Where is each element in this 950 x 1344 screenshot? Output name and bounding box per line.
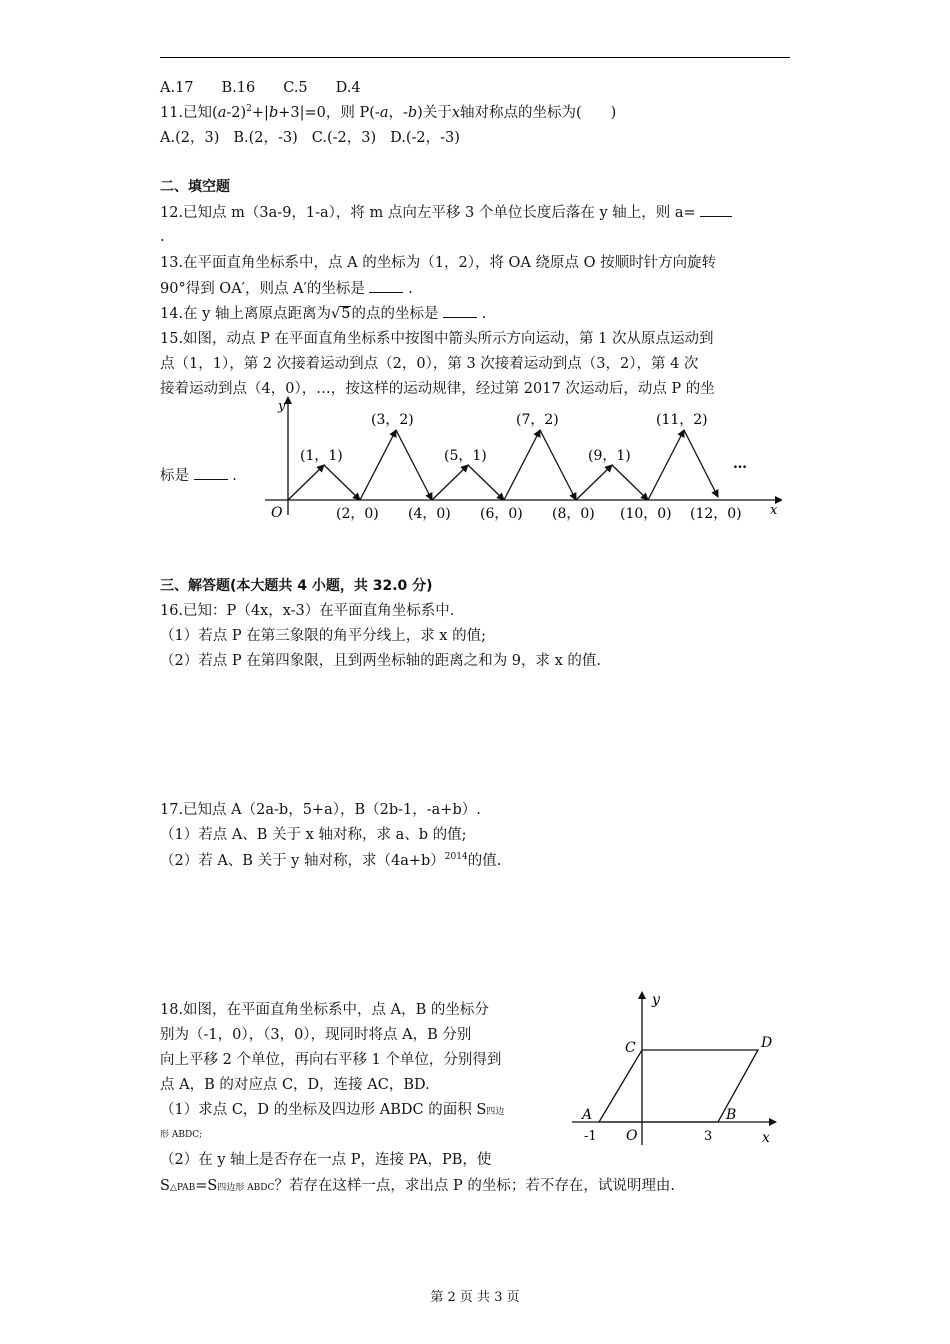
answer-blank[interactable] xyxy=(443,303,477,318)
q17-exponent: 2014 xyxy=(444,852,468,862)
point-label: (7，2) xyxy=(516,412,559,428)
q14-radicand: 5 xyxy=(341,306,351,322)
q16-line3: （2）若点 P 在第四象限，且到两坐标轴的距离之和为 9，求 x 的值. xyxy=(160,653,602,669)
path-segment xyxy=(288,465,324,500)
q12-text: 12.已知点 m（3a-9，1-a），将 m 点向左平移 3 个单位长度后落在 y 轴上，则 a= xyxy=(160,205,696,221)
q10-choice-c: C.5 xyxy=(283,80,308,96)
q18-line6: 形 ABDC; xyxy=(160,1130,203,1140)
origin-label: O xyxy=(271,505,283,521)
point-label: (10，0) xyxy=(620,506,672,522)
q11-text: ，- xyxy=(388,105,408,121)
path-segment xyxy=(612,465,648,500)
q15-line1: 15.如图，动点 P 在平面直角坐标系中按图中箭头所示方向运动，第 1 次从原点运动到 xyxy=(160,331,714,347)
q10-choice-b: B.16 xyxy=(221,80,256,96)
q13-line1: 13.在平面直角坐标系中，点 A 的坐标为（1，2），将 OA 绕原点 O 按顺时针方向旋转 xyxy=(160,255,717,271)
y-axis-label: y xyxy=(278,399,286,414)
path-segment xyxy=(468,465,504,500)
q12-line2: . xyxy=(160,229,165,245)
point-label: (1，1) xyxy=(300,448,343,464)
q11-text: +3|=0，则 P(- xyxy=(278,105,380,121)
q18-text: S xyxy=(160,1178,170,1194)
x-axis-label: x xyxy=(770,503,778,518)
point-b-label: B xyxy=(726,1107,737,1123)
q18-line8 xyxy=(160,1176,675,1198)
q11-stem xyxy=(160,103,616,125)
q16-line1: 16.已知：P（4x，x-3）在平面直角坐标系中. xyxy=(160,603,455,619)
q11-var: a xyxy=(379,105,389,121)
q14-end: . xyxy=(481,306,487,322)
q15-end: . xyxy=(232,468,237,484)
point-c-label: C xyxy=(625,1040,636,1056)
q11-text: 11.已知( xyxy=(160,105,218,121)
q18-line5 xyxy=(160,1100,504,1122)
q18-text: =S xyxy=(195,1178,218,1194)
q18-line2: 别为（-1，0），（3，0），现同时将点 A，B 分别 xyxy=(160,1027,472,1043)
answer-blank[interactable] xyxy=(700,202,732,217)
q13-line2 xyxy=(160,278,413,299)
q17-line2: （1）若点 A、B 关于 x 轴对称，求 a、b 的值; xyxy=(160,827,467,843)
point-label: (11，2) xyxy=(656,412,708,428)
q11-text: 轴对称点的坐标为( ) xyxy=(460,105,617,121)
q11-var: b xyxy=(407,105,418,121)
q18-text: ？若存在这样一点，求出点 P 的坐标；若不存在，试说明理由. xyxy=(274,1178,675,1194)
q14-line: 14.在 y 轴上离原点距离为√5的点的坐标是 . xyxy=(160,303,486,324)
q18-parallelogram-figure xyxy=(568,988,780,1148)
q11-choice-d: D.(-2，-3) xyxy=(390,130,460,146)
q10-choices xyxy=(160,78,389,98)
q15-zigzag-figure xyxy=(262,395,782,525)
point-label: (6，0) xyxy=(480,506,523,522)
path-segment xyxy=(360,430,396,500)
q14-text: 的点的坐标是 xyxy=(351,306,439,322)
section-title-solutions: 三、解答题(本大题共 4 小题，共 32.0 分) xyxy=(160,578,433,594)
q17-text: （2）若 A、B 关于 y 轴对称，求（4a+b） xyxy=(160,853,445,869)
q13-end: . xyxy=(408,281,413,297)
path-segment xyxy=(504,430,540,500)
q18-subscript: 四边 xyxy=(486,1107,505,1117)
point-label: (2，0) xyxy=(336,506,379,522)
q15-text: 标是 xyxy=(160,468,189,484)
q18-subscript: △PAB xyxy=(169,1183,196,1193)
q11-choices xyxy=(160,128,488,148)
answer-blank[interactable] xyxy=(369,278,403,293)
q15-line3: 接着运动到点（4，0），…，按这样的运动规律，经过第 2017 次运动后，动点 P 的坐 xyxy=(160,381,715,397)
q11-choice-b: B.(2，-3) xyxy=(233,130,298,146)
tick-label: -1 xyxy=(584,1129,597,1144)
continuation-ellipsis: … xyxy=(733,456,747,472)
section-title-fill-in: 二、填空题 xyxy=(160,179,230,195)
q13-text: 90°得到 OA′，则点 A′的坐标是 xyxy=(160,281,365,297)
header-rule xyxy=(160,57,790,58)
q16-line2: （1）若点 P 在第三象限的角平分线上，求 x 的值; xyxy=(160,628,486,644)
q11-choice-c: C.(-2，3) xyxy=(311,130,377,146)
q18-line3: 向上平移 2 个单位，再向右平移 1 个单位，分别得到 xyxy=(160,1052,502,1068)
q18-text: （1）求点 C，D 的坐标及四边形 ABDC 的面积 S xyxy=(160,1102,487,1118)
q11-var: x xyxy=(451,105,461,121)
q15-line2: 点（1，1），第 2 次接着运动到点（2，0），第 3 次接着运动到点（3，2），第 4 次 xyxy=(160,356,699,372)
q11-text: -2) xyxy=(226,105,247,121)
q17-line1: 17.已知点 A（2a-b，5+a），B（2b-1，-a+b）. xyxy=(160,802,481,818)
q11-choice-a: A.(2，3) xyxy=(160,130,220,146)
q14-text: 14.在 y 轴上离原点距离为 xyxy=(160,306,331,322)
q17-text: 的值. xyxy=(467,853,502,869)
path-segment xyxy=(324,465,360,500)
q11-var: a xyxy=(217,105,227,121)
q18-line7: （2）在 y 轴上是否存在一点 P，连接 PA，PB，使 xyxy=(160,1152,492,1168)
point-label: (9，1) xyxy=(588,448,631,464)
point-d-label: D xyxy=(761,1035,773,1051)
point-label: (5，1) xyxy=(444,448,487,464)
y-axis-label: y xyxy=(652,992,660,1008)
origin-label: O xyxy=(626,1128,638,1144)
tick-label: 3 xyxy=(704,1129,713,1144)
q10-choice-d: D.4 xyxy=(335,80,361,96)
path-segment xyxy=(684,430,718,497)
q18-subscript: 四边形 ABDC xyxy=(217,1183,275,1193)
answer-blank[interactable] xyxy=(194,465,228,480)
x-axis-label: x xyxy=(762,1130,770,1146)
path-segment xyxy=(648,430,684,500)
point-label: (8，0) xyxy=(552,506,595,522)
q11-text: +| xyxy=(251,105,269,121)
point-a-label: A xyxy=(582,1107,593,1123)
point-label: (3，2) xyxy=(371,412,414,428)
point-label: (12，0) xyxy=(690,506,742,522)
q11-var: b xyxy=(268,105,279,121)
page-footer: 第 2 页 共 3 页 xyxy=(430,1290,520,1305)
point-label: (4，0) xyxy=(408,506,451,522)
path-segment xyxy=(432,465,468,500)
path-segment xyxy=(540,430,576,500)
q15-line4 xyxy=(160,465,237,486)
q11-exponent: 2 xyxy=(246,104,252,114)
q18-line4: 点 A，B 的对应点 C，D，连接 AC，BD. xyxy=(160,1077,430,1093)
q10-choice-a: A.17 xyxy=(160,80,194,96)
q17-line3 xyxy=(160,851,501,873)
q11-text: )关于 xyxy=(417,105,452,121)
q12-line1 xyxy=(160,202,732,223)
q18-line1: 18.如图，在平面直角坐标系中，点 A，B 的坐标分 xyxy=(160,1002,489,1018)
path-segment xyxy=(396,430,432,500)
path-segment xyxy=(576,465,612,500)
